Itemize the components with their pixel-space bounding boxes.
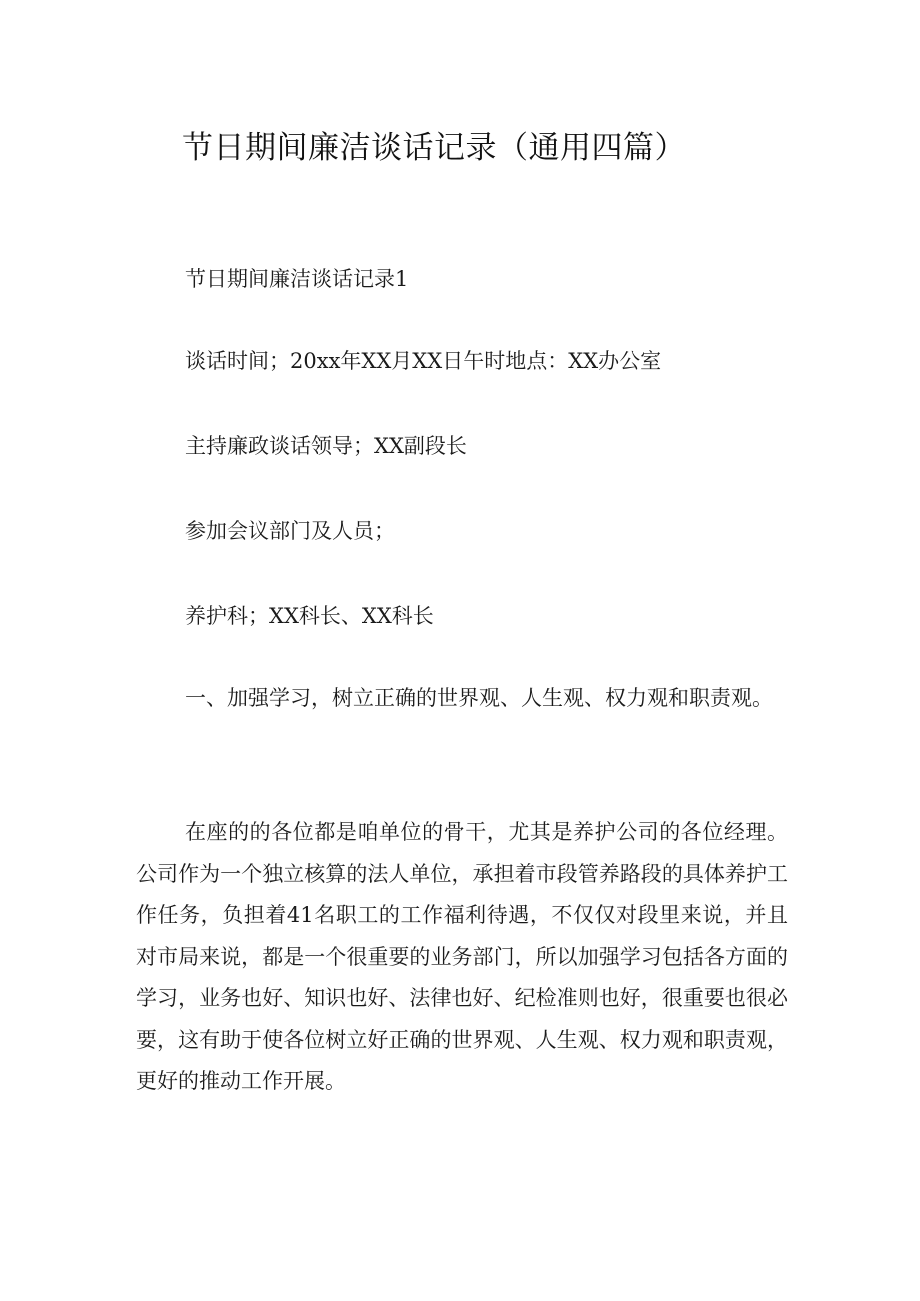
paragraph-heading: 一、加强学习，树立正确的世界观、人生观、权力观和职责观。 (185, 686, 773, 710)
host-leader-line: 主持廉政谈话领导；XX副段长 (185, 434, 467, 458)
body-paragraph: 在座的的各位都是咱单位的骨干，尤其是养护公司的各位经理。公司作为一个独立核算的法人单位，承担着市段管养路段的具体养护工作任务，负担着41名职工的工作福利待遇，不仅仅对段里来说，并且对市局来说，都是一个很重要的业务部门，所以加强学习包括各方面的学习，业务也好、知识也好、法律也好、纪检准则也好，很重要也很必要，这有助于使各位树立好正确的世界观、人生观、权力观和职责观，更好的推动工作开展。 (136, 820, 788, 1093)
talk-time-line: 谈话时间；20xx年XX月XX日午时地点：XX办公室 (185, 349, 662, 373)
attendees-line: 参加会议部门及人员； (185, 519, 395, 543)
section-heading: 节日期间廉洁谈话记录1 (185, 267, 409, 291)
maintenance-section-line: 养护科；XX科长、XX科长 (185, 604, 434, 628)
document-title: 节日期间廉洁谈话记录（通用四篇） (182, 130, 686, 166)
